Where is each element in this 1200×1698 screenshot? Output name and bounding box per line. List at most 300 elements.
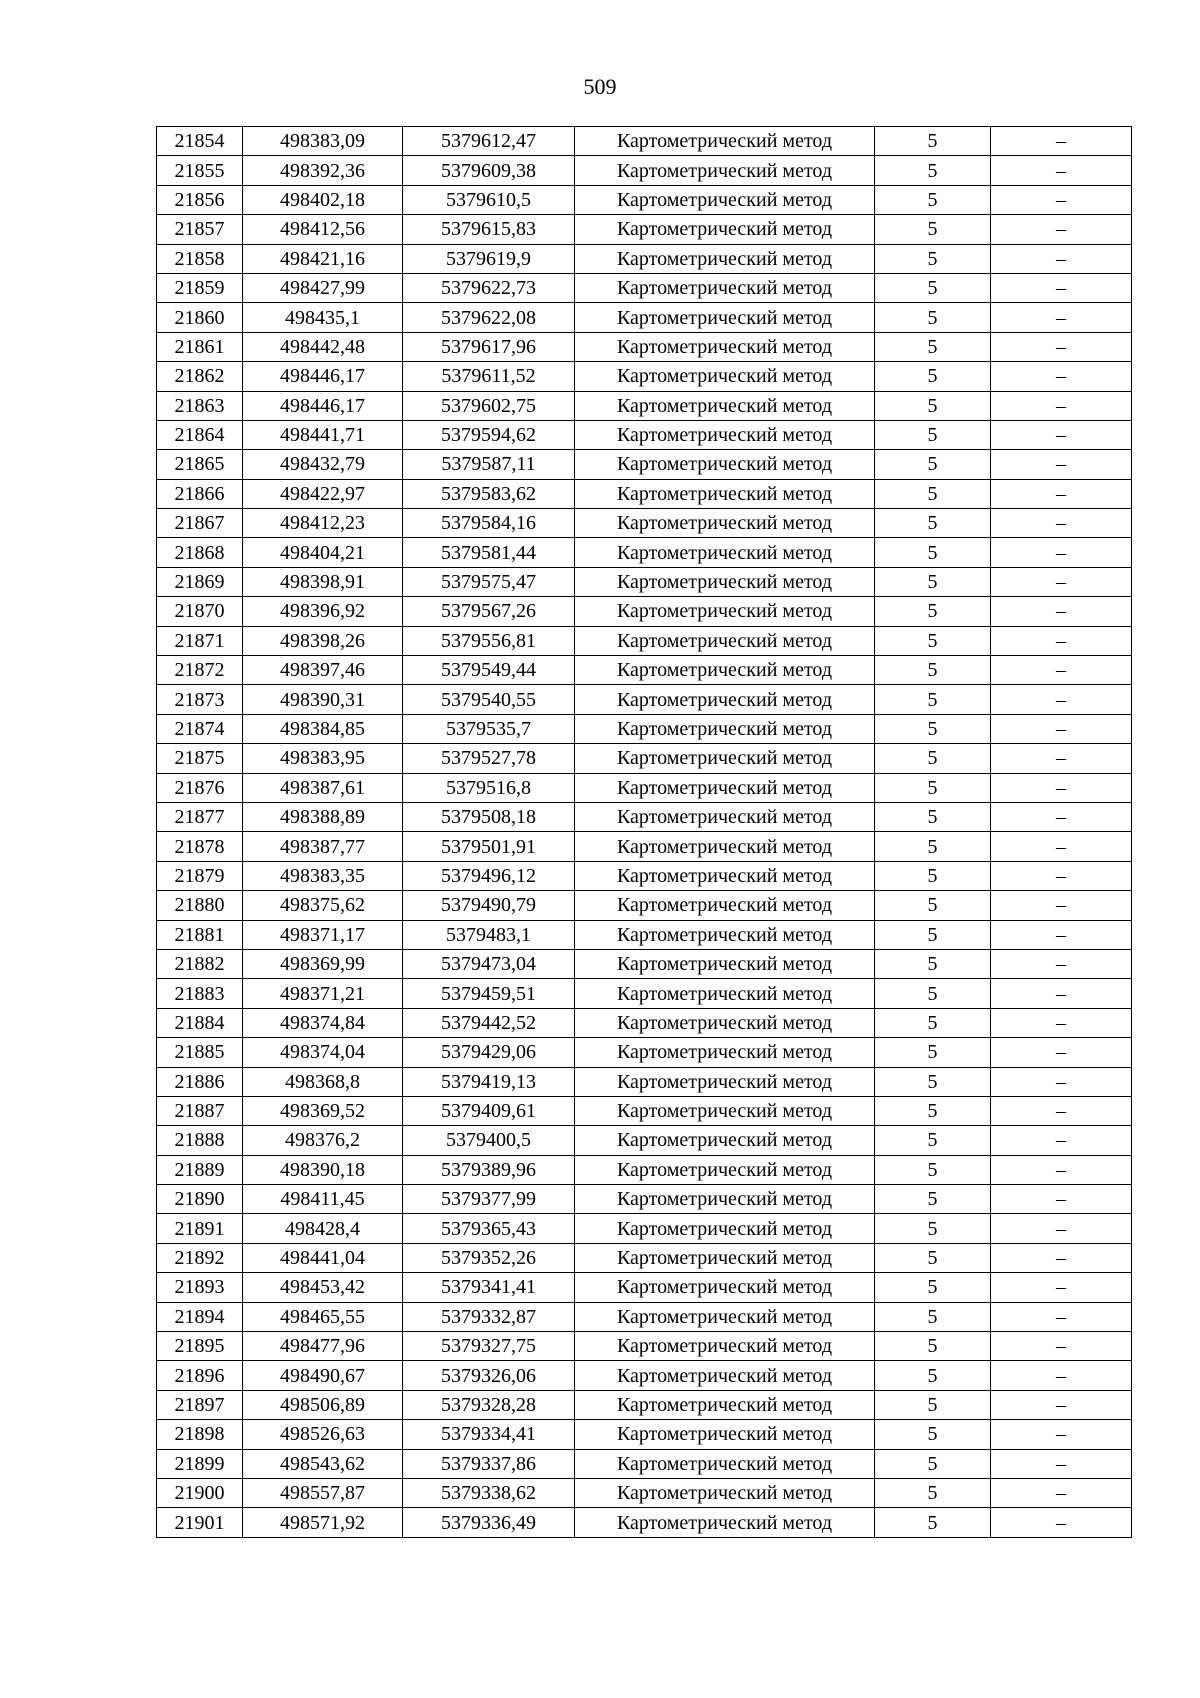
table-row: [157, 1508, 1132, 1537]
method-cell: Картометрический метод: [575, 1332, 875, 1361]
description-cell: –: [991, 861, 1132, 890]
table-row: [157, 215, 1132, 244]
description-cell: –: [991, 509, 1132, 538]
description-cell: –: [991, 362, 1132, 391]
point-number-cell: 21856: [157, 185, 243, 214]
method-cell: Картометрический метод: [575, 450, 875, 479]
y-coordinate-cell: 5379540,55: [403, 685, 575, 714]
description-cell: –: [991, 420, 1132, 449]
y-coordinate-cell: 5379622,08: [403, 303, 575, 332]
y-coordinate-cell: 5379483,1: [403, 920, 575, 949]
table-row: [157, 127, 1132, 156]
table-row: [157, 303, 1132, 332]
x-coordinate-cell: 498376,2: [243, 1126, 403, 1155]
point-number-cell: 21883: [157, 979, 243, 1008]
table-row: [157, 420, 1132, 449]
method-cell: Картометрический метод: [575, 920, 875, 949]
method-cell: Картометрический метод: [575, 215, 875, 244]
point-number-cell: 21875: [157, 744, 243, 773]
table-row: [157, 714, 1132, 743]
method-cell: Картометрический метод: [575, 1038, 875, 1067]
y-coordinate-cell: 5379496,12: [403, 861, 575, 890]
method-cell: Картометрический метод: [575, 979, 875, 1008]
description-cell: –: [991, 1096, 1132, 1125]
y-coordinate-cell: 5379615,83: [403, 215, 575, 244]
description-cell: –: [991, 1478, 1132, 1507]
accuracy-cell: 5: [875, 1302, 991, 1331]
accuracy-cell: 5: [875, 567, 991, 596]
x-coordinate-cell: 498387,61: [243, 773, 403, 802]
y-coordinate-cell: 5379377,99: [403, 1185, 575, 1214]
point-number-cell: 21858: [157, 244, 243, 273]
description-cell: –: [991, 185, 1132, 214]
accuracy-cell: 5: [875, 1038, 991, 1067]
method-cell: Картометрический метод: [575, 509, 875, 538]
x-coordinate-cell: 498383,09: [243, 127, 403, 156]
x-coordinate-cell: 498384,85: [243, 714, 403, 743]
accuracy-cell: 5: [875, 391, 991, 420]
table-row: [157, 949, 1132, 978]
method-cell: Картометрический метод: [575, 1096, 875, 1125]
point-number-cell: 21872: [157, 656, 243, 685]
x-coordinate-cell: 498387,77: [243, 832, 403, 861]
x-coordinate-cell: 498383,35: [243, 861, 403, 890]
description-cell: –: [991, 1508, 1132, 1537]
table-row: [157, 920, 1132, 949]
description-cell: –: [991, 156, 1132, 185]
method-cell: Картометрический метод: [575, 1449, 875, 1478]
table-row: [157, 156, 1132, 185]
description-cell: –: [991, 714, 1132, 743]
point-number-cell: 21866: [157, 479, 243, 508]
accuracy-cell: 5: [875, 538, 991, 567]
method-cell: Картометрический метод: [575, 1008, 875, 1037]
x-coordinate-cell: 498421,16: [243, 244, 403, 273]
table-row: [157, 244, 1132, 273]
point-number-cell: 21870: [157, 597, 243, 626]
accuracy-cell: 5: [875, 420, 991, 449]
x-coordinate-cell: 498427,99: [243, 273, 403, 302]
description-cell: –: [991, 920, 1132, 949]
accuracy-cell: 5: [875, 1332, 991, 1361]
accuracy-cell: 5: [875, 1478, 991, 1507]
y-coordinate-cell: 5379336,49: [403, 1508, 575, 1537]
accuracy-cell: 5: [875, 861, 991, 890]
method-cell: Картометрический метод: [575, 949, 875, 978]
method-cell: Картометрический метод: [575, 1126, 875, 1155]
table-row: [157, 1155, 1132, 1184]
y-coordinate-cell: 5379332,87: [403, 1302, 575, 1331]
method-cell: Картометрический метод: [575, 802, 875, 831]
point-number-cell: 21859: [157, 273, 243, 302]
method-cell: Картометрический метод: [575, 127, 875, 156]
table-row: [157, 1361, 1132, 1390]
point-number-cell: 21892: [157, 1243, 243, 1272]
method-cell: Картометрический метод: [575, 1302, 875, 1331]
point-number-cell: 21888: [157, 1126, 243, 1155]
accuracy-cell: 5: [875, 215, 991, 244]
table-row: [157, 185, 1132, 214]
x-coordinate-cell: 498404,21: [243, 538, 403, 567]
method-cell: Картометрический метод: [575, 626, 875, 655]
accuracy-cell: 5: [875, 744, 991, 773]
point-number-cell: 21867: [157, 509, 243, 538]
point-number-cell: 21900: [157, 1478, 243, 1507]
method-cell: Картометрический метод: [575, 185, 875, 214]
table-row: [157, 391, 1132, 420]
point-number-cell: 21884: [157, 1008, 243, 1037]
accuracy-cell: 5: [875, 1361, 991, 1390]
accuracy-cell: 5: [875, 1008, 991, 1037]
y-coordinate-cell: 5379567,26: [403, 597, 575, 626]
x-coordinate-cell: 498411,45: [243, 1185, 403, 1214]
method-cell: Картометрический метод: [575, 362, 875, 391]
method-cell: Картометрический метод: [575, 332, 875, 361]
description-cell: –: [991, 450, 1132, 479]
description-cell: –: [991, 1449, 1132, 1478]
table-row: [157, 891, 1132, 920]
point-number-cell: 21878: [157, 832, 243, 861]
point-number-cell: 21855: [157, 156, 243, 185]
description-cell: –: [991, 303, 1132, 332]
y-coordinate-cell: 5379338,62: [403, 1478, 575, 1507]
method-cell: Картометрический метод: [575, 538, 875, 567]
x-coordinate-cell: 498390,31: [243, 685, 403, 714]
description-cell: –: [991, 656, 1132, 685]
point-number-cell: 21889: [157, 1155, 243, 1184]
description-cell: –: [991, 567, 1132, 596]
point-number-cell: 21893: [157, 1273, 243, 1302]
description-cell: –: [991, 626, 1132, 655]
method-cell: Картометрический метод: [575, 714, 875, 743]
method-cell: Картометрический метод: [575, 685, 875, 714]
y-coordinate-cell: 5379473,04: [403, 949, 575, 978]
point-number-cell: 21897: [157, 1390, 243, 1419]
table-row: [157, 597, 1132, 626]
accuracy-cell: 5: [875, 920, 991, 949]
table-row: [157, 567, 1132, 596]
x-coordinate-cell: 498441,04: [243, 1243, 403, 1272]
y-coordinate-cell: 5379352,26: [403, 1243, 575, 1272]
x-coordinate-cell: 498390,18: [243, 1155, 403, 1184]
table-row: [157, 685, 1132, 714]
y-coordinate-cell: 5379587,11: [403, 450, 575, 479]
point-number-cell: 21864: [157, 420, 243, 449]
accuracy-cell: 5: [875, 626, 991, 655]
point-number-cell: 21876: [157, 773, 243, 802]
table-row: [157, 626, 1132, 655]
method-cell: Картометрический метод: [575, 744, 875, 773]
table-row: [157, 1038, 1132, 1067]
accuracy-cell: 5: [875, 1273, 991, 1302]
x-coordinate-cell: 498442,48: [243, 332, 403, 361]
y-coordinate-cell: 5379619,9: [403, 244, 575, 273]
table-row: [157, 744, 1132, 773]
description-cell: –: [991, 1185, 1132, 1214]
point-number-cell: 21898: [157, 1420, 243, 1449]
accuracy-cell: 5: [875, 156, 991, 185]
x-coordinate-cell: 498428,4: [243, 1214, 403, 1243]
accuracy-cell: 5: [875, 1126, 991, 1155]
y-coordinate-cell: 5379575,47: [403, 567, 575, 596]
table-row: [157, 1390, 1132, 1419]
description-cell: –: [991, 1302, 1132, 1331]
method-cell: Картометрический метод: [575, 479, 875, 508]
point-number-cell: 21873: [157, 685, 243, 714]
table-row: [157, 479, 1132, 508]
table-row: [157, 832, 1132, 861]
method-cell: Картометрический метод: [575, 1361, 875, 1390]
x-coordinate-cell: 498398,91: [243, 567, 403, 596]
point-number-cell: 21860: [157, 303, 243, 332]
description-cell: –: [991, 127, 1132, 156]
x-coordinate-cell: 498398,26: [243, 626, 403, 655]
point-number-cell: 21869: [157, 567, 243, 596]
method-cell: Картометрический метод: [575, 567, 875, 596]
x-coordinate-cell: 498375,62: [243, 891, 403, 920]
y-coordinate-cell: 5379611,52: [403, 362, 575, 391]
point-number-cell: 21863: [157, 391, 243, 420]
x-coordinate-cell: 498465,55: [243, 1302, 403, 1331]
y-coordinate-cell: 5379501,91: [403, 832, 575, 861]
y-coordinate-cell: 5379556,81: [403, 626, 575, 655]
description-cell: –: [991, 479, 1132, 508]
description-cell: –: [991, 1008, 1132, 1037]
y-coordinate-cell: 5379584,16: [403, 509, 575, 538]
table-row: [157, 861, 1132, 890]
x-coordinate-cell: 498412,56: [243, 215, 403, 244]
accuracy-cell: 5: [875, 891, 991, 920]
description-cell: –: [991, 949, 1132, 978]
y-coordinate-cell: 5379508,18: [403, 802, 575, 831]
y-coordinate-cell: 5379341,41: [403, 1273, 575, 1302]
accuracy-cell: 5: [875, 127, 991, 156]
accuracy-cell: 5: [875, 597, 991, 626]
y-coordinate-cell: 5379419,13: [403, 1067, 575, 1096]
accuracy-cell: 5: [875, 714, 991, 743]
point-number-cell: 21885: [157, 1038, 243, 1067]
description-cell: –: [991, 773, 1132, 802]
table-row: [157, 656, 1132, 685]
table-row: [157, 1332, 1132, 1361]
y-coordinate-cell: 5379328,28: [403, 1390, 575, 1419]
accuracy-cell: 5: [875, 450, 991, 479]
coordinates-table: [156, 126, 1132, 1538]
x-coordinate-cell: 498490,67: [243, 1361, 403, 1390]
x-coordinate-cell: 498383,95: [243, 744, 403, 773]
table-row: [157, 802, 1132, 831]
y-coordinate-cell: 5379459,51: [403, 979, 575, 1008]
y-coordinate-cell: 5379609,38: [403, 156, 575, 185]
table-row: [157, 1126, 1132, 1155]
y-coordinate-cell: 5379389,96: [403, 1155, 575, 1184]
accuracy-cell: 5: [875, 1243, 991, 1272]
x-coordinate-cell: 498557,87: [243, 1478, 403, 1507]
point-number-cell: 21882: [157, 949, 243, 978]
table-row: [157, 1273, 1132, 1302]
x-coordinate-cell: 498396,92: [243, 597, 403, 626]
y-coordinate-cell: 5379442,52: [403, 1008, 575, 1037]
description-cell: –: [991, 391, 1132, 420]
point-number-cell: 21871: [157, 626, 243, 655]
y-coordinate-cell: 5379527,78: [403, 744, 575, 773]
y-coordinate-cell: 5379617,96: [403, 332, 575, 361]
x-coordinate-cell: 498368,8: [243, 1067, 403, 1096]
point-number-cell: 21886: [157, 1067, 243, 1096]
description-cell: –: [991, 1332, 1132, 1361]
accuracy-cell: 5: [875, 1185, 991, 1214]
point-number-cell: 21881: [157, 920, 243, 949]
x-coordinate-cell: 498432,79: [243, 450, 403, 479]
accuracy-cell: 5: [875, 802, 991, 831]
accuracy-cell: 5: [875, 832, 991, 861]
x-coordinate-cell: 498374,84: [243, 1008, 403, 1037]
description-cell: –: [991, 273, 1132, 302]
description-cell: –: [991, 215, 1132, 244]
accuracy-cell: 5: [875, 1067, 991, 1096]
page-number: 509: [583, 74, 617, 99]
y-coordinate-cell: 5379327,75: [403, 1332, 575, 1361]
method-cell: Картометрический метод: [575, 1420, 875, 1449]
description-cell: –: [991, 1038, 1132, 1067]
method-cell: Картометрический метод: [575, 1508, 875, 1537]
accuracy-cell: 5: [875, 479, 991, 508]
table-row: [157, 273, 1132, 302]
y-coordinate-cell: 5379602,75: [403, 391, 575, 420]
point-number-cell: 21890: [157, 1185, 243, 1214]
point-number-cell: 21865: [157, 450, 243, 479]
x-coordinate-cell: 498526,63: [243, 1420, 403, 1449]
description-cell: –: [991, 597, 1132, 626]
x-coordinate-cell: 498374,04: [243, 1038, 403, 1067]
accuracy-cell: 5: [875, 303, 991, 332]
point-number-cell: 21862: [157, 362, 243, 391]
x-coordinate-cell: 498369,52: [243, 1096, 403, 1125]
point-number-cell: 21874: [157, 714, 243, 743]
method-cell: Картометрический метод: [575, 597, 875, 626]
x-coordinate-cell: 498397,46: [243, 656, 403, 685]
description-cell: –: [991, 1067, 1132, 1096]
point-number-cell: 21891: [157, 1214, 243, 1243]
point-number-cell: 21861: [157, 332, 243, 361]
point-number-cell: 21868: [157, 538, 243, 567]
accuracy-cell: 5: [875, 1449, 991, 1478]
y-coordinate-cell: 5379337,86: [403, 1449, 575, 1478]
method-cell: Картометрический метод: [575, 1390, 875, 1419]
x-coordinate-cell: 498402,18: [243, 185, 403, 214]
accuracy-cell: 5: [875, 332, 991, 361]
description-cell: –: [991, 1420, 1132, 1449]
method-cell: Картометрический метод: [575, 656, 875, 685]
y-coordinate-cell: 5379581,44: [403, 538, 575, 567]
description-cell: –: [991, 1126, 1132, 1155]
accuracy-cell: 5: [875, 949, 991, 978]
description-cell: –: [991, 1214, 1132, 1243]
table-row: [157, 332, 1132, 361]
accuracy-cell: 5: [875, 773, 991, 802]
accuracy-cell: 5: [875, 1096, 991, 1125]
accuracy-cell: 5: [875, 656, 991, 685]
point-number-cell: 21877: [157, 802, 243, 831]
x-coordinate-cell: 498446,17: [243, 362, 403, 391]
description-cell: –: [991, 832, 1132, 861]
method-cell: Картометрический метод: [575, 1155, 875, 1184]
method-cell: Картометрический метод: [575, 273, 875, 302]
accuracy-cell: 5: [875, 1155, 991, 1184]
table-row: [157, 1067, 1132, 1096]
x-coordinate-cell: 498435,1: [243, 303, 403, 332]
x-coordinate-cell: 498369,99: [243, 949, 403, 978]
accuracy-cell: 5: [875, 509, 991, 538]
x-coordinate-cell: 498571,92: [243, 1508, 403, 1537]
method-cell: Картометрический метод: [575, 861, 875, 890]
description-cell: –: [991, 1155, 1132, 1184]
table-row: [157, 1449, 1132, 1478]
table-row: [157, 1478, 1132, 1507]
method-cell: Картометрический метод: [575, 773, 875, 802]
table-row: [157, 979, 1132, 1008]
accuracy-cell: 5: [875, 1390, 991, 1419]
point-number-cell: 21854: [157, 127, 243, 156]
description-cell: –: [991, 1243, 1132, 1272]
table-row: [157, 1008, 1132, 1037]
x-coordinate-cell: 498412,23: [243, 509, 403, 538]
description-cell: –: [991, 802, 1132, 831]
accuracy-cell: 5: [875, 685, 991, 714]
method-cell: Картометрический метод: [575, 1478, 875, 1507]
y-coordinate-cell: 5379409,61: [403, 1096, 575, 1125]
method-cell: Картометрический метод: [575, 244, 875, 273]
coordinates-table-body: [157, 127, 1132, 1538]
y-coordinate-cell: 5379326,06: [403, 1361, 575, 1390]
point-number-cell: 21880: [157, 891, 243, 920]
y-coordinate-cell: 5379610,5: [403, 185, 575, 214]
table-row: [157, 450, 1132, 479]
point-number-cell: 21896: [157, 1361, 243, 1390]
table-row: [157, 773, 1132, 802]
description-cell: –: [991, 244, 1132, 273]
x-coordinate-cell: 498422,97: [243, 479, 403, 508]
y-coordinate-cell: 5379365,43: [403, 1214, 575, 1243]
table-row: [157, 1302, 1132, 1331]
point-number-cell: 21879: [157, 861, 243, 890]
x-coordinate-cell: 498392,36: [243, 156, 403, 185]
accuracy-cell: 5: [875, 244, 991, 273]
y-coordinate-cell: 5379490,79: [403, 891, 575, 920]
table-row: [157, 1214, 1132, 1243]
y-coordinate-cell: 5379400,5: [403, 1126, 575, 1155]
accuracy-cell: 5: [875, 273, 991, 302]
accuracy-cell: 5: [875, 1420, 991, 1449]
description-cell: –: [991, 1361, 1132, 1390]
x-coordinate-cell: 498371,21: [243, 979, 403, 1008]
description-cell: –: [991, 685, 1132, 714]
x-coordinate-cell: 498371,17: [243, 920, 403, 949]
point-number-cell: 21894: [157, 1302, 243, 1331]
table-row: [157, 538, 1132, 567]
point-number-cell: 21901: [157, 1508, 243, 1537]
method-cell: Картометрический метод: [575, 1243, 875, 1272]
accuracy-cell: 5: [875, 1214, 991, 1243]
accuracy-cell: 5: [875, 979, 991, 1008]
y-coordinate-cell: 5379612,47: [403, 127, 575, 156]
method-cell: Картометрический метод: [575, 156, 875, 185]
table-row: [157, 362, 1132, 391]
x-coordinate-cell: 498453,42: [243, 1273, 403, 1302]
y-coordinate-cell: 5379549,44: [403, 656, 575, 685]
table-row: [157, 1243, 1132, 1272]
y-coordinate-cell: 5379334,41: [403, 1420, 575, 1449]
